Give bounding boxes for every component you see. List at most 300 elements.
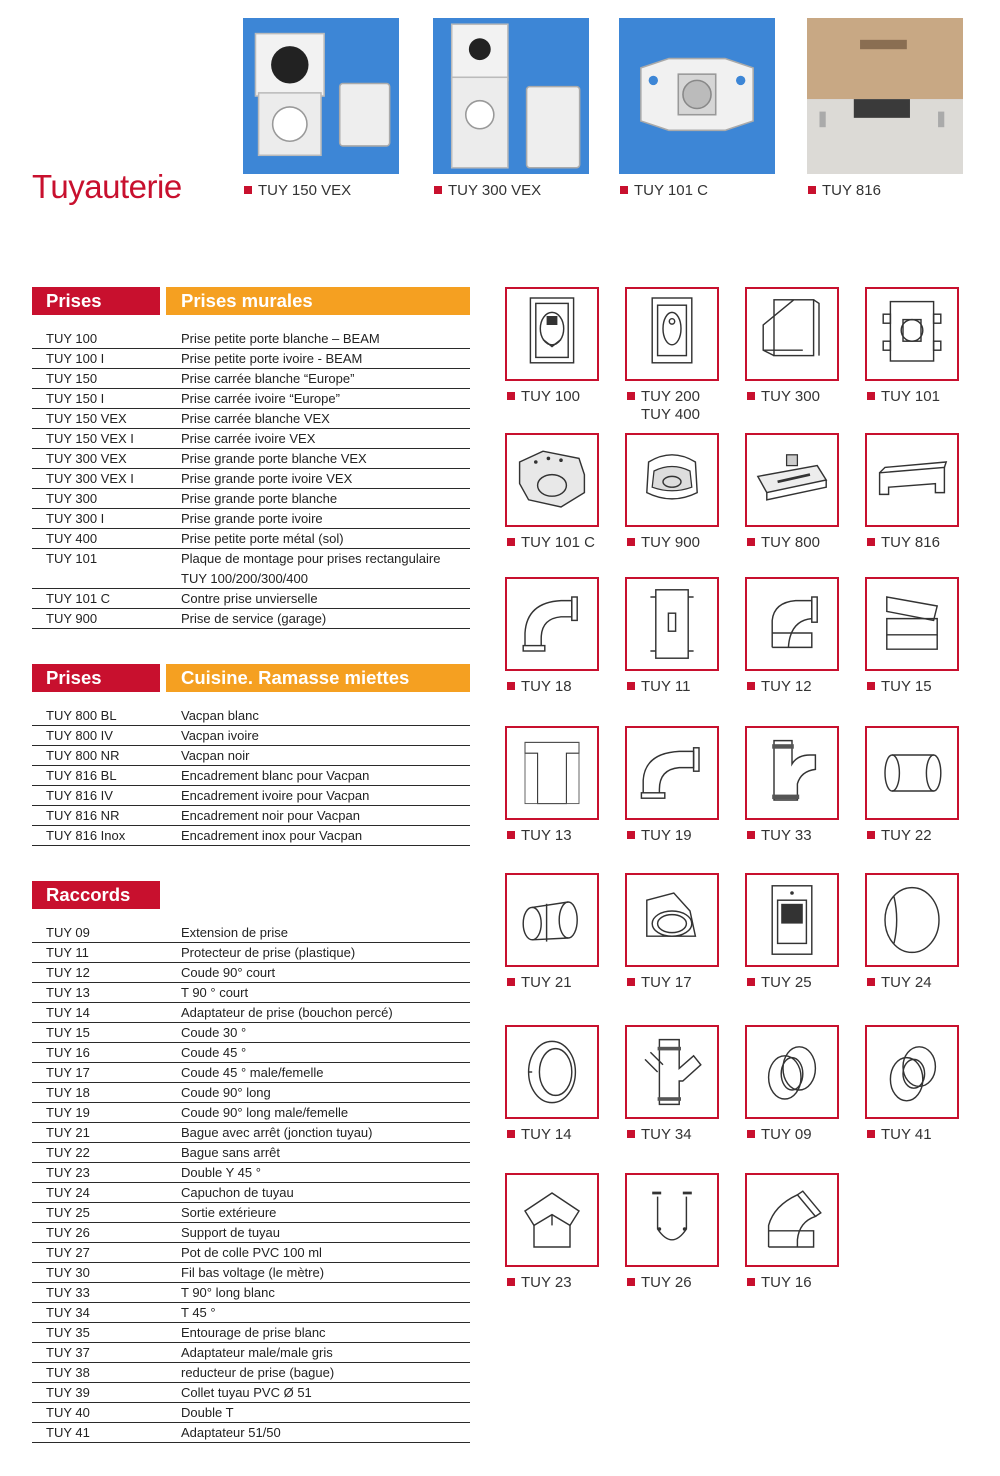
page-title: Tuyauterie <box>32 168 182 205</box>
product-code: TUY 30 <box>46 1265 90 1280</box>
section-header-category: Prises <box>32 664 160 692</box>
part-tuy-25-icon <box>747 875 837 965</box>
product-code: TUY 13 <box>46 985 90 1000</box>
product-photo-label <box>808 182 881 199</box>
product-code: TUY 33 <box>46 1285 90 1300</box>
part-tuy-15-icon <box>867 579 957 669</box>
bullet-square-icon <box>867 392 875 400</box>
product-thumbnail <box>865 577 959 671</box>
part-tuy-18-icon <box>507 579 597 669</box>
product-code: TUY 101 <box>46 551 98 566</box>
product-thumbnail <box>625 726 719 820</box>
product-thumbnail-label <box>747 1274 812 1292</box>
table-row <box>32 409 470 429</box>
table-row <box>32 489 470 509</box>
product-thumbnail-label <box>867 1126 932 1144</box>
bullet-square-icon <box>507 1278 515 1286</box>
product-code: TUY 24 <box>46 1185 90 1200</box>
table-row <box>32 1083 470 1103</box>
product-thumbnail-label <box>867 534 940 552</box>
product-code: TUY 816 NR <box>46 808 120 823</box>
product-description: Contre prise unvierselle <box>181 591 318 606</box>
product-description: Coude 90° court <box>181 965 276 980</box>
product-thumbnail-code: TUY 26 <box>641 1274 692 1291</box>
bullet-square-icon <box>867 682 875 690</box>
product-code: TUY 41 <box>46 1425 90 1440</box>
product-thumbnail <box>865 873 959 967</box>
product-description: Vacpan ivoire <box>181 728 259 743</box>
product-description: Adaptateur 51/50 <box>181 1425 281 1440</box>
part-tuy-900-icon <box>627 435 717 525</box>
product-code: TUY 816 BL <box>46 768 117 783</box>
part-tuy-200-tuy-400-icon <box>627 289 717 379</box>
bullet-square-icon <box>747 831 755 839</box>
product-thumbnail-code: TUY 101 C <box>521 534 595 551</box>
table-row <box>32 1283 470 1303</box>
table-row <box>32 943 470 963</box>
product-thumbnail <box>505 433 599 527</box>
table-row <box>32 806 470 826</box>
product-thumbnail-code: TUY 900 <box>641 534 700 551</box>
product-photo <box>806 18 964 174</box>
table-row <box>32 1383 470 1403</box>
table-row <box>32 449 470 469</box>
product-thumbnail-label <box>747 974 812 992</box>
product-photo-label <box>620 182 708 199</box>
product-description: Capuchon de tuyau <box>181 1185 294 1200</box>
part-tuy-300-icon <box>747 289 837 379</box>
product-thumbnail-code: TUY 15 <box>881 678 932 695</box>
bullet-square-icon <box>434 186 442 194</box>
product-code: TUY 19 <box>46 1105 90 1120</box>
section-header-title: Prises murales <box>166 287 470 315</box>
bullet-square-icon <box>627 392 635 400</box>
product-description-line2: TUY 100/200/300/400 <box>181 571 308 586</box>
product-code: TUY 100 <box>46 331 98 346</box>
product-thumbnail-code: TUY 33 <box>761 827 812 844</box>
part-tuy-816-icon <box>867 435 957 525</box>
product-description: Prise carrée blanche VEX <box>181 411 330 426</box>
bullet-square-icon <box>244 186 252 194</box>
product-thumbnail <box>745 433 839 527</box>
part-tuy-34-icon <box>627 1027 717 1117</box>
product-code: TUY 900 <box>46 611 98 626</box>
product-thumbnail <box>505 1025 599 1119</box>
product-thumbnail-label <box>627 1274 692 1292</box>
product-thumbnail-code: TUY 23 <box>521 1274 572 1291</box>
product-thumbnail-label <box>867 388 940 406</box>
product-description: Entourage de prise blanc <box>181 1325 326 1340</box>
product-description: Coude 30 ° <box>181 1025 247 1040</box>
product-thumbnail-label <box>747 678 812 696</box>
product-thumbnail <box>625 577 719 671</box>
product-code: TUY 150 <box>46 371 98 386</box>
product-thumbnail-label <box>747 534 820 552</box>
product-code: TUY 23 <box>46 1165 90 1180</box>
table-row <box>32 589 470 609</box>
product-description: Collet tuyau PVC Ø 51 <box>181 1385 312 1400</box>
product-photo-label <box>244 182 351 199</box>
bullet-square-icon <box>627 538 635 546</box>
section-header-category: Prises <box>32 287 160 315</box>
product-thumbnail-label <box>507 827 572 845</box>
product-description: T 45 ° <box>181 1305 216 1320</box>
product-description: Support de tuyau <box>181 1225 281 1240</box>
bullet-square-icon <box>507 831 515 839</box>
product-description: Encadrement ivoire pour Vacpan <box>181 788 370 803</box>
product-code: TUY 37 <box>46 1345 90 1360</box>
product-description: Prise grande porte blanche VEX <box>181 451 367 466</box>
table-row <box>32 963 470 983</box>
product-photo-name: TUY 300 VEX <box>448 182 542 199</box>
table-row <box>32 1123 470 1143</box>
bullet-square-icon <box>867 538 875 546</box>
table-row <box>32 923 470 943</box>
product-thumbnail-code: TUY 22 <box>881 827 932 844</box>
table-row <box>32 1223 470 1243</box>
product-thumbnail <box>625 287 719 381</box>
product-thumbnail-code: TUY 16 <box>761 1274 812 1291</box>
product-thumbnail-code: TUY 800 <box>761 534 820 551</box>
part-tuy-16-icon <box>747 1175 837 1265</box>
product-table <box>32 706 470 846</box>
product-thumbnail-code: TUY 34 <box>641 1126 692 1143</box>
product-thumbnail-code: TUY 25 <box>761 974 812 991</box>
product-photo-image <box>242 18 400 174</box>
product-description: Coude 45 ° male/femelle <box>181 1065 324 1080</box>
bullet-square-icon <box>627 831 635 839</box>
table-row <box>32 766 470 786</box>
bullet-square-icon <box>627 1130 635 1138</box>
table-row <box>32 1143 470 1163</box>
product-code: TUY 150 VEX I <box>46 431 134 446</box>
table-row <box>32 1343 470 1363</box>
section-header <box>32 881 470 909</box>
product-thumbnail-code: TUY 18 <box>521 678 572 695</box>
table-row <box>32 349 470 369</box>
product-thumbnail <box>625 1025 719 1119</box>
table-row <box>32 1063 470 1083</box>
section-header <box>32 287 470 315</box>
product-description: Sortie extérieure <box>181 1205 277 1220</box>
part-tuy-17-icon <box>627 875 717 965</box>
product-thumbnail <box>865 1025 959 1119</box>
table-row <box>32 529 470 549</box>
product-thumbnail-code: TUY 09 <box>761 1126 812 1143</box>
part-tuy-12-icon <box>747 579 837 669</box>
product-code: TUY 800 NR <box>46 748 120 763</box>
part-tuy-101-icon <box>867 289 957 379</box>
bullet-square-icon <box>747 682 755 690</box>
product-code: TUY 40 <box>46 1405 90 1420</box>
product-thumbnail-code: TUY 200 <box>641 388 700 405</box>
product-photo-image <box>806 18 964 174</box>
product-thumbnail-code: TUY 19 <box>641 827 692 844</box>
product-photo <box>432 18 590 174</box>
product-code: TUY 21 <box>46 1125 90 1140</box>
table-row <box>32 1163 470 1183</box>
table-row <box>32 1023 470 1043</box>
bullet-square-icon <box>620 186 628 194</box>
product-thumbnail-code: TUY 17 <box>641 974 692 991</box>
product-code: TUY 816 Inox <box>46 828 126 843</box>
bullet-square-icon <box>808 186 816 194</box>
product-description: Prise carrée ivoire VEX <box>181 431 316 446</box>
product-code: TUY 150 I <box>46 391 105 406</box>
table-row <box>32 509 470 529</box>
table-row <box>32 1103 470 1123</box>
product-thumbnail <box>505 577 599 671</box>
product-table <box>32 329 470 629</box>
product-code: TUY 400 <box>46 531 98 546</box>
bullet-square-icon <box>747 1278 755 1286</box>
bullet-square-icon <box>507 538 515 546</box>
product-thumbnail <box>745 726 839 820</box>
product-photo-name: TUY 101 C <box>634 182 708 199</box>
product-code: TUY 100 I <box>46 351 105 366</box>
table-row <box>32 469 470 489</box>
product-thumbnail-code: TUY 13 <box>521 827 572 844</box>
product-thumbnail-code-line2: TUY 400 <box>641 406 700 423</box>
product-description: Fil bas voltage (le mètre) <box>181 1265 325 1280</box>
bullet-square-icon <box>747 978 755 986</box>
product-thumbnail-code: TUY 41 <box>881 1126 932 1143</box>
table-row <box>32 983 470 1003</box>
table-row <box>32 1043 470 1063</box>
product-description: Vacpan blanc <box>181 708 259 723</box>
product-code: TUY 300 VEX I <box>46 471 134 486</box>
table-row <box>32 1243 470 1263</box>
product-description: Prise petite porte ivoire - BEAM <box>181 351 363 366</box>
product-code: TUY 150 VEX <box>46 411 127 426</box>
product-thumbnail-label <box>867 678 932 696</box>
product-thumbnail-label <box>867 974 932 992</box>
product-code: TUY 300 <box>46 491 98 506</box>
bullet-square-icon <box>747 392 755 400</box>
product-photo <box>618 18 776 174</box>
table-row <box>32 1323 470 1343</box>
bullet-square-icon <box>867 1130 875 1138</box>
product-code: TUY 101 C <box>46 591 111 606</box>
table-row <box>32 1423 470 1443</box>
product-thumbnail-code: TUY 100 <box>521 388 580 405</box>
product-thumbnail <box>745 1173 839 1267</box>
product-code: TUY 16 <box>46 1045 90 1060</box>
bullet-square-icon <box>867 978 875 986</box>
part-tuy-21-icon <box>507 875 597 965</box>
product-code: TUY 11 <box>46 945 89 960</box>
product-thumbnail-label <box>507 388 580 406</box>
table-row <box>32 389 470 409</box>
product-code: TUY 26 <box>46 1225 90 1240</box>
product-description: Plaque de montage pour prises rectangulaire <box>181 551 441 566</box>
product-code: TUY 09 <box>46 925 90 940</box>
product-description: Protecteur de prise (plastique) <box>181 945 356 960</box>
product-code: TUY 35 <box>46 1325 90 1340</box>
product-code: TUY 34 <box>46 1305 90 1320</box>
product-thumbnail-label <box>867 827 932 845</box>
part-tuy-26-icon <box>627 1175 717 1265</box>
part-tuy-09-icon <box>747 1027 837 1117</box>
product-code: TUY 12 <box>46 965 90 980</box>
product-thumbnail <box>505 726 599 820</box>
product-thumbnail <box>505 1173 599 1267</box>
bullet-square-icon <box>507 682 515 690</box>
product-description: Double T <box>181 1405 234 1420</box>
part-tuy-19-icon <box>627 728 717 818</box>
product-thumbnail-label <box>747 1126 812 1144</box>
bullet-square-icon <box>867 831 875 839</box>
product-thumbnail-label <box>507 974 572 992</box>
table-row <box>32 1363 470 1383</box>
part-tuy-22-icon <box>867 728 957 818</box>
part-tuy-41-icon <box>867 1027 957 1117</box>
product-description: Bague avec arrêt (jonction tuyau) <box>181 1125 373 1140</box>
product-description: Coude 90° long <box>181 1085 271 1100</box>
product-description: Coude 90° long male/femelle <box>181 1105 349 1120</box>
product-description: Adaptateur male/male gris <box>181 1345 333 1360</box>
product-code: TUY 27 <box>46 1245 90 1260</box>
product-thumbnail <box>625 873 719 967</box>
product-code: TUY 816 IV <box>46 788 113 803</box>
table-row <box>32 1183 470 1203</box>
product-description: Encadrement blanc pour Vacpan <box>181 768 370 783</box>
product-thumbnail <box>625 433 719 527</box>
part-tuy-11-icon <box>627 579 717 669</box>
product-code: TUY 38 <box>46 1365 90 1380</box>
product-thumbnail-label <box>507 678 572 696</box>
product-description: Prise de service (garage) <box>181 611 327 626</box>
product-code: TUY 15 <box>46 1025 90 1040</box>
product-thumbnail-code: TUY 101 <box>881 388 940 405</box>
product-description: Prise petite porte blanche – BEAM <box>181 331 380 346</box>
section-header <box>32 664 470 692</box>
product-description: Prise petite porte métal (sol) <box>181 531 344 546</box>
part-tuy-24-icon <box>867 875 957 965</box>
product-thumbnail-label <box>627 388 700 424</box>
product-code: TUY 800 BL <box>46 708 117 723</box>
product-description: Extension de prise <box>181 925 288 940</box>
product-code: TUY 300 VEX <box>46 451 127 466</box>
product-thumbnail <box>745 577 839 671</box>
product-thumbnail-code: TUY 816 <box>881 534 940 551</box>
part-tuy-101-c-icon <box>507 435 597 525</box>
part-tuy-13-icon <box>507 728 597 818</box>
bullet-square-icon <box>507 978 515 986</box>
section-header-category: Raccords <box>32 881 160 909</box>
product-code: TUY 17 <box>46 1065 90 1080</box>
product-thumbnail <box>745 1025 839 1119</box>
product-code: TUY 300 I <box>46 511 105 526</box>
table-row <box>32 706 470 726</box>
product-photo-label <box>434 182 541 199</box>
product-photo-name: TUY 150 VEX <box>258 182 352 199</box>
product-description: reducteur de prise (bague) <box>181 1365 335 1380</box>
table-row <box>32 1403 470 1423</box>
product-code: TUY 18 <box>46 1085 90 1100</box>
product-thumbnail <box>865 433 959 527</box>
section-header-title: Cuisine. Ramasse miettes <box>166 664 470 692</box>
product-photo-image <box>432 18 590 174</box>
table-row <box>32 786 470 806</box>
table-row <box>32 329 470 349</box>
product-description: Encadrement noir pour Vacpan <box>181 808 360 823</box>
bullet-square-icon <box>627 1278 635 1286</box>
product-thumbnail <box>505 873 599 967</box>
product-code: TUY 800 IV <box>46 728 113 743</box>
product-code: TUY 22 <box>46 1145 90 1160</box>
table-row <box>32 1203 470 1223</box>
product-description: Prise carrée ivoire “Europe” <box>181 391 340 406</box>
product-description: Encadrement inox pour Vacpan <box>181 828 363 843</box>
product-photo-name: TUY 816 <box>822 182 881 199</box>
product-description: Vacpan noir <box>181 748 250 763</box>
table-row <box>32 609 470 629</box>
product-description: Coude 45 ° <box>181 1045 247 1060</box>
table-row <box>32 726 470 746</box>
product-description: Pot de colle PVC 100 ml <box>181 1245 322 1260</box>
product-thumbnail-label <box>507 1126 572 1144</box>
product-thumbnail-label <box>507 534 595 552</box>
product-thumbnail-code: TUY 14 <box>521 1126 572 1143</box>
bullet-square-icon <box>507 1130 515 1138</box>
bullet-square-icon <box>747 1130 755 1138</box>
product-thumbnail <box>865 726 959 820</box>
table-row <box>32 549 470 589</box>
bullet-square-icon <box>507 392 515 400</box>
product-description: Bague sans arrêt <box>181 1145 281 1160</box>
product-table <box>32 923 470 1443</box>
part-tuy-23-icon <box>507 1175 597 1265</box>
part-tuy-33-icon <box>747 728 837 818</box>
table-row <box>32 369 470 389</box>
table-row <box>32 826 470 846</box>
part-tuy-14-icon <box>507 1027 597 1117</box>
product-thumbnail-code: TUY 300 <box>761 388 820 405</box>
part-tuy-100-icon <box>507 289 597 379</box>
bullet-square-icon <box>747 538 755 546</box>
product-thumbnail <box>505 287 599 381</box>
product-thumbnail-code: TUY 12 <box>761 678 812 695</box>
product-thumbnail-code: TUY 11 <box>641 678 691 695</box>
product-thumbnail-code: TUY 24 <box>881 974 932 991</box>
table-row <box>32 1263 470 1283</box>
product-thumbnail <box>625 1173 719 1267</box>
product-code: TUY 14 <box>46 1005 90 1020</box>
product-thumbnail <box>745 873 839 967</box>
bullet-square-icon <box>627 682 635 690</box>
product-thumbnail <box>865 287 959 381</box>
product-description: Prise grande porte ivoire VEX <box>181 471 353 486</box>
product-code: TUY 39 <box>46 1385 90 1400</box>
product-thumbnail-label <box>627 827 692 845</box>
product-thumbnail-code: TUY 21 <box>521 974 572 991</box>
bullet-square-icon <box>627 978 635 986</box>
product-description: T 90 ° court <box>181 985 249 1000</box>
product-thumbnail-label <box>507 1274 572 1292</box>
table-row <box>32 429 470 449</box>
product-thumbnail-label <box>747 388 820 406</box>
product-thumbnail-label <box>627 1126 692 1144</box>
product-photo <box>242 18 400 174</box>
product-description: Prise grande porte blanche <box>181 491 338 506</box>
product-thumbnail-label <box>627 534 700 552</box>
product-thumbnail-label <box>627 974 692 992</box>
product-description: Double Y 45 ° <box>181 1165 261 1180</box>
table-row <box>32 1303 470 1323</box>
table-row <box>32 1003 470 1023</box>
product-description: Prise grande porte ivoire <box>181 511 323 526</box>
